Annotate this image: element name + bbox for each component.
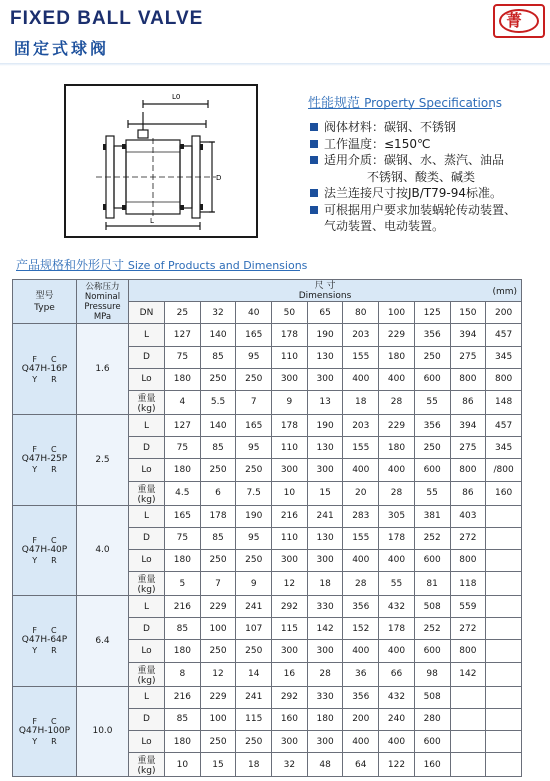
table-cell: 400 <box>343 549 379 571</box>
dimension-label: 重量(kg) <box>129 572 165 596</box>
table-cell: 107 <box>236 618 272 640</box>
dimensions-table <box>12 279 522 777</box>
table-cell: 400 <box>343 368 379 390</box>
table-cell: 9 <box>236 572 272 596</box>
table-cell: 559 <box>450 596 486 618</box>
table-cell <box>450 686 486 708</box>
dn-value: 25 <box>165 302 201 324</box>
table-cell <box>486 618 522 640</box>
table-cell: 250 <box>414 346 450 368</box>
table-cell: /800 <box>486 459 522 481</box>
table-cell: 178 <box>379 618 415 640</box>
table-cell: 272 <box>450 527 486 549</box>
table-cell: 85 <box>200 527 236 549</box>
table-cell: 85 <box>200 437 236 459</box>
table-cell: 400 <box>379 549 415 571</box>
table-cell: 300 <box>272 731 308 753</box>
table-cell: 48 <box>307 753 343 777</box>
label-lo: L0 <box>172 93 181 101</box>
header-type: 型号 Type <box>13 280 77 324</box>
label-d: D <box>216 174 222 182</box>
table-cell <box>486 662 522 686</box>
table-cell: 381 <box>414 505 450 527</box>
property-item: 可根据用户要求加装蜗轮传动装置、 <box>304 202 550 219</box>
table-cell: 800 <box>450 549 486 571</box>
table-cell <box>486 505 522 527</box>
table-cell: 394 <box>450 324 486 346</box>
table-cell: 180 <box>165 549 201 571</box>
table-cell: 400 <box>379 459 415 481</box>
table-cell: 600 <box>414 549 450 571</box>
table-cell: 240 <box>379 708 415 730</box>
table-cell: 356 <box>414 324 450 346</box>
table-cell <box>486 731 522 753</box>
table-cell: 292 <box>272 686 308 708</box>
table-cell: 155 <box>343 437 379 459</box>
table-cell: 250 <box>414 437 450 459</box>
dimension-label: L <box>129 686 165 708</box>
dimension-label: D <box>129 346 165 368</box>
table-cell: 140 <box>200 414 236 436</box>
table-cell: 356 <box>343 686 379 708</box>
table-cell: 98 <box>414 662 450 686</box>
table-cell: 28 <box>343 572 379 596</box>
table-cell <box>450 708 486 730</box>
table-cell: 28 <box>379 481 415 505</box>
dimension-label: Lo <box>129 368 165 390</box>
table-cell <box>450 731 486 753</box>
table-cell: 178 <box>272 324 308 346</box>
property-item: 适用介质：碳钢、水、蒸汽、油品 <box>304 152 550 169</box>
table-cell: 252 <box>414 527 450 549</box>
nominal-pressure: 10.0 <box>77 686 129 777</box>
table-cell: 250 <box>200 459 236 481</box>
table-row <box>13 414 522 436</box>
table-cell: 5 <box>165 572 201 596</box>
table-cell: 12 <box>272 572 308 596</box>
dn-value: 80 <box>343 302 379 324</box>
table-cell: 280 <box>414 708 450 730</box>
property-item: 阀体材料：碳钢、不锈钢 <box>304 119 550 136</box>
table-cell: 130 <box>307 346 343 368</box>
table-cell: 250 <box>236 368 272 390</box>
table-cell <box>486 686 522 708</box>
table-cell <box>486 527 522 549</box>
table-row <box>13 324 522 346</box>
table-cell: 275 <box>450 346 486 368</box>
nominal-pressure: 4.0 <box>77 505 129 596</box>
table-cell: 36 <box>343 662 379 686</box>
table-row <box>13 505 522 527</box>
dn-value: 40 <box>236 302 272 324</box>
table-cell: 330 <box>307 596 343 618</box>
table-cell: 250 <box>200 368 236 390</box>
table-cell: 142 <box>450 662 486 686</box>
table-cell: 28 <box>307 662 343 686</box>
table-cell: 356 <box>414 414 450 436</box>
model-type: F C Q47H-40P Y R <box>13 505 77 596</box>
table-cell: 216 <box>272 505 308 527</box>
logo-glyph: 菁 <box>506 11 523 30</box>
table-cell: 216 <box>165 686 201 708</box>
nominal-pressure: 1.6 <box>77 324 129 415</box>
dimension-label: 重量(kg) <box>129 390 165 414</box>
table-cell: 457 <box>486 324 522 346</box>
table-cell: 300 <box>272 459 308 481</box>
table-cell: 283 <box>343 505 379 527</box>
brand-logo <box>493 4 545 38</box>
header-pressure: 公称压力 Nominal Pressure MPa <box>77 280 129 324</box>
table-cell: 250 <box>200 731 236 753</box>
table-cell: 403 <box>450 505 486 527</box>
label-l: L <box>150 217 154 225</box>
dn-value: 125 <box>414 302 450 324</box>
dimension-label: 重量(kg) <box>129 753 165 777</box>
table-cell: 800 <box>450 640 486 662</box>
valve-drawing <box>64 84 258 238</box>
table-cell: 165 <box>236 414 272 436</box>
table-cell: 66 <box>379 662 415 686</box>
table-cell: 400 <box>343 640 379 662</box>
table-cell: 400 <box>343 731 379 753</box>
table-cell: 400 <box>379 640 415 662</box>
table-cell <box>486 753 522 777</box>
table-cell: 160 <box>414 753 450 777</box>
section-heading: 产品规格和外形尺寸 Size of Products and Dimensions <box>16 258 308 272</box>
table-cell: 241 <box>236 596 272 618</box>
dimension-label: D <box>129 527 165 549</box>
table-cell: 300 <box>272 640 308 662</box>
table-cell: 165 <box>165 505 201 527</box>
table-cell: 275 <box>450 437 486 459</box>
property-item: 法兰连接尺寸按JB/T79-94标准。 <box>304 185 550 202</box>
table-cell: 241 <box>307 505 343 527</box>
dimension-label: L <box>129 505 165 527</box>
table-cell: 345 <box>486 346 522 368</box>
dimension-label: D <box>129 618 165 640</box>
table-cell: 18 <box>236 753 272 777</box>
table-cell: 508 <box>414 596 450 618</box>
table-cell: 600 <box>414 640 450 662</box>
table-cell: 250 <box>200 640 236 662</box>
table-cell: 229 <box>379 324 415 346</box>
table-row <box>13 686 522 708</box>
table-cell: 140 <box>200 324 236 346</box>
table-cell: 229 <box>379 414 415 436</box>
table-cell: 178 <box>272 414 308 436</box>
table-cell <box>486 640 522 662</box>
table-cell: 250 <box>236 459 272 481</box>
dn-value: 200 <box>486 302 522 324</box>
dimension-label: L <box>129 324 165 346</box>
table-cell: 600 <box>414 731 450 753</box>
table-cell: 241 <box>236 686 272 708</box>
table-cell: 250 <box>236 549 272 571</box>
table-cell: 152 <box>343 618 379 640</box>
table-cell: 180 <box>165 731 201 753</box>
table-cell: 100 <box>200 618 236 640</box>
dn-value: 50 <box>272 302 308 324</box>
table-cell: 356 <box>343 596 379 618</box>
table-cell: 7.5 <box>236 481 272 505</box>
properties-list <box>304 119 550 235</box>
dimension-label: Lo <box>129 640 165 662</box>
table-cell: 86 <box>450 481 486 505</box>
bullet-square-icon <box>310 156 318 164</box>
bullet-square-icon <box>310 123 318 131</box>
table-cell: 4 <box>165 390 201 414</box>
dn-value: 100 <box>379 302 415 324</box>
table-cell: 250 <box>200 549 236 571</box>
page-title: FIXED BALL VALVE <box>10 8 204 29</box>
table-cell: 216 <box>165 596 201 618</box>
table-cell: 18 <box>343 390 379 414</box>
table-cell: 10 <box>272 481 308 505</box>
dimension-label: L <box>129 596 165 618</box>
table-cell: 15 <box>200 753 236 777</box>
table-cell: 110 <box>272 346 308 368</box>
table-cell: 64 <box>343 753 379 777</box>
page-subtitle: 固定式球阀 <box>14 39 110 58</box>
bullet-square-icon <box>310 206 318 214</box>
table-cell: 100 <box>200 708 236 730</box>
table-cell: 300 <box>272 549 308 571</box>
table-cell: 800 <box>486 368 522 390</box>
table-cell: 86 <box>450 390 486 414</box>
table-cell <box>486 708 522 730</box>
nominal-pressure: 2.5 <box>77 414 129 505</box>
table-cell: 32 <box>272 753 308 777</box>
table-cell: 300 <box>307 731 343 753</box>
table-cell: 148 <box>486 390 522 414</box>
dn-value: 32 <box>200 302 236 324</box>
table-cell: 110 <box>272 527 308 549</box>
dn-value: 65 <box>307 302 343 324</box>
table-cell: 300 <box>307 368 343 390</box>
table-cell: 305 <box>379 505 415 527</box>
table-cell: 200 <box>343 708 379 730</box>
dimension-label: D <box>129 708 165 730</box>
dn-label: DN <box>129 302 165 324</box>
table-cell: 7 <box>236 390 272 414</box>
table-cell: 13 <box>307 390 343 414</box>
table-cell: 292 <box>272 596 308 618</box>
table-cell: 115 <box>236 708 272 730</box>
property-item-continued: 不锈钢、酸类、碱类 <box>367 169 476 184</box>
table-cell: 75 <box>165 527 201 549</box>
table-cell: 400 <box>343 459 379 481</box>
table-cell: 55 <box>379 572 415 596</box>
property-item: 工作温度：≤150℃ <box>304 136 550 153</box>
table-row <box>13 596 522 618</box>
table-cell: 190 <box>236 505 272 527</box>
table-cell: 180 <box>379 437 415 459</box>
table-cell: 28 <box>379 390 415 414</box>
table-cell: 203 <box>343 414 379 436</box>
table-cell: 432 <box>379 596 415 618</box>
table-cell: 250 <box>236 731 272 753</box>
dimension-label: Lo <box>129 549 165 571</box>
table-cell: 95 <box>236 346 272 368</box>
table-cell: 127 <box>165 324 201 346</box>
model-type: F C Q47H-100P Y R <box>13 686 77 777</box>
bullet-square-icon <box>310 140 318 148</box>
table-cell: 178 <box>379 527 415 549</box>
dimension-label: Lo <box>129 731 165 753</box>
table-cell: 110 <box>272 437 308 459</box>
table-cell: 300 <box>307 549 343 571</box>
table-cell: 9 <box>272 390 308 414</box>
table-cell: 81 <box>414 572 450 596</box>
table-cell: 190 <box>307 414 343 436</box>
table-cell: 400 <box>379 368 415 390</box>
table-cell: 457 <box>486 414 522 436</box>
table-cell: 155 <box>343 527 379 549</box>
table-cell: 142 <box>307 618 343 640</box>
table-cell <box>450 753 486 777</box>
table-cell: 250 <box>236 640 272 662</box>
table-cell <box>486 549 522 571</box>
dimension-label: Lo <box>129 459 165 481</box>
table-cell: 85 <box>165 618 201 640</box>
table-cell: 8 <box>165 662 201 686</box>
unit-label: (mm) <box>492 286 517 297</box>
table-cell: 10 <box>165 753 201 777</box>
header-rule <box>0 63 550 66</box>
table-cell: 18 <box>307 572 343 596</box>
table-cell: 394 <box>450 414 486 436</box>
table-cell: 155 <box>343 346 379 368</box>
property-item-continued: 气动装置、电动装置。 <box>324 219 445 233</box>
table-cell: 85 <box>200 346 236 368</box>
table-cell: 190 <box>307 324 343 346</box>
table-cell: 300 <box>307 459 343 481</box>
table-cell: 118 <box>450 572 486 596</box>
table-cell: 95 <box>236 437 272 459</box>
table-cell: 75 <box>165 346 201 368</box>
table-cell: 6 <box>200 481 236 505</box>
table-cell: 180 <box>165 368 201 390</box>
nominal-pressure: 6.4 <box>77 596 129 687</box>
property-specifications <box>304 92 550 235</box>
table-cell: 600 <box>414 368 450 390</box>
table-cell: 272 <box>450 618 486 640</box>
table-cell: 252 <box>414 618 450 640</box>
table-cell: 229 <box>200 596 236 618</box>
properties-heading-en: Property Specifications <box>364 96 503 110</box>
table-cell: 130 <box>307 437 343 459</box>
header-dimensions: 尺 寸 Dimensions (mm) <box>129 280 522 302</box>
valve-drawing-svg <box>66 86 256 236</box>
table-cell: 160 <box>486 481 522 505</box>
table-cell: 4.5 <box>165 481 201 505</box>
table-cell: 95 <box>236 527 272 549</box>
table-cell: 180 <box>165 640 201 662</box>
table-cell: 300 <box>307 640 343 662</box>
table-cell: 7 <box>200 572 236 596</box>
table-cell: 178 <box>200 505 236 527</box>
table-cell <box>486 572 522 596</box>
table-cell: 5.5 <box>200 390 236 414</box>
table-cell: 180 <box>165 459 201 481</box>
table-cell: 800 <box>450 459 486 481</box>
table-cell: 800 <box>450 368 486 390</box>
dimension-label: 重量(kg) <box>129 481 165 505</box>
table-cell: 20 <box>343 481 379 505</box>
table-cell: 330 <box>307 686 343 708</box>
dn-value: 150 <box>450 302 486 324</box>
table-cell: 130 <box>307 527 343 549</box>
table-cell: 203 <box>343 324 379 346</box>
model-type: F C Q47H-64P Y R <box>13 596 77 687</box>
dimension-label: L <box>129 414 165 436</box>
dimension-label: D <box>129 437 165 459</box>
table-cell: 300 <box>272 368 308 390</box>
table-cell: 180 <box>379 346 415 368</box>
table-cell: 229 <box>200 686 236 708</box>
table-cell: 85 <box>165 708 201 730</box>
table-cell: 432 <box>379 686 415 708</box>
table-cell: 75 <box>165 437 201 459</box>
table-cell: 160 <box>272 708 308 730</box>
dimension-label: 重量(kg) <box>129 662 165 686</box>
properties-heading-cn: 性能规范 <box>308 96 361 111</box>
table-cell: 400 <box>379 731 415 753</box>
table-cell: 115 <box>272 618 308 640</box>
table-cell: 127 <box>165 414 201 436</box>
table-cell: 55 <box>414 481 450 505</box>
table-cell: 55 <box>414 390 450 414</box>
table-cell: 14 <box>236 662 272 686</box>
table-cell: 600 <box>414 459 450 481</box>
table-cell: 345 <box>486 437 522 459</box>
bullet-square-icon <box>310 189 318 197</box>
table-cell: 15 <box>307 481 343 505</box>
table-cell: 122 <box>379 753 415 777</box>
table-cell: 165 <box>236 324 272 346</box>
table-cell: 508 <box>414 686 450 708</box>
table-cell: 16 <box>272 662 308 686</box>
table-cell: 180 <box>307 708 343 730</box>
table-cell: 12 <box>200 662 236 686</box>
model-type: F C Q47H-25P Y R <box>13 414 77 505</box>
model-type: F C Q47H-16P Y R <box>13 324 77 415</box>
table-cell <box>486 596 522 618</box>
